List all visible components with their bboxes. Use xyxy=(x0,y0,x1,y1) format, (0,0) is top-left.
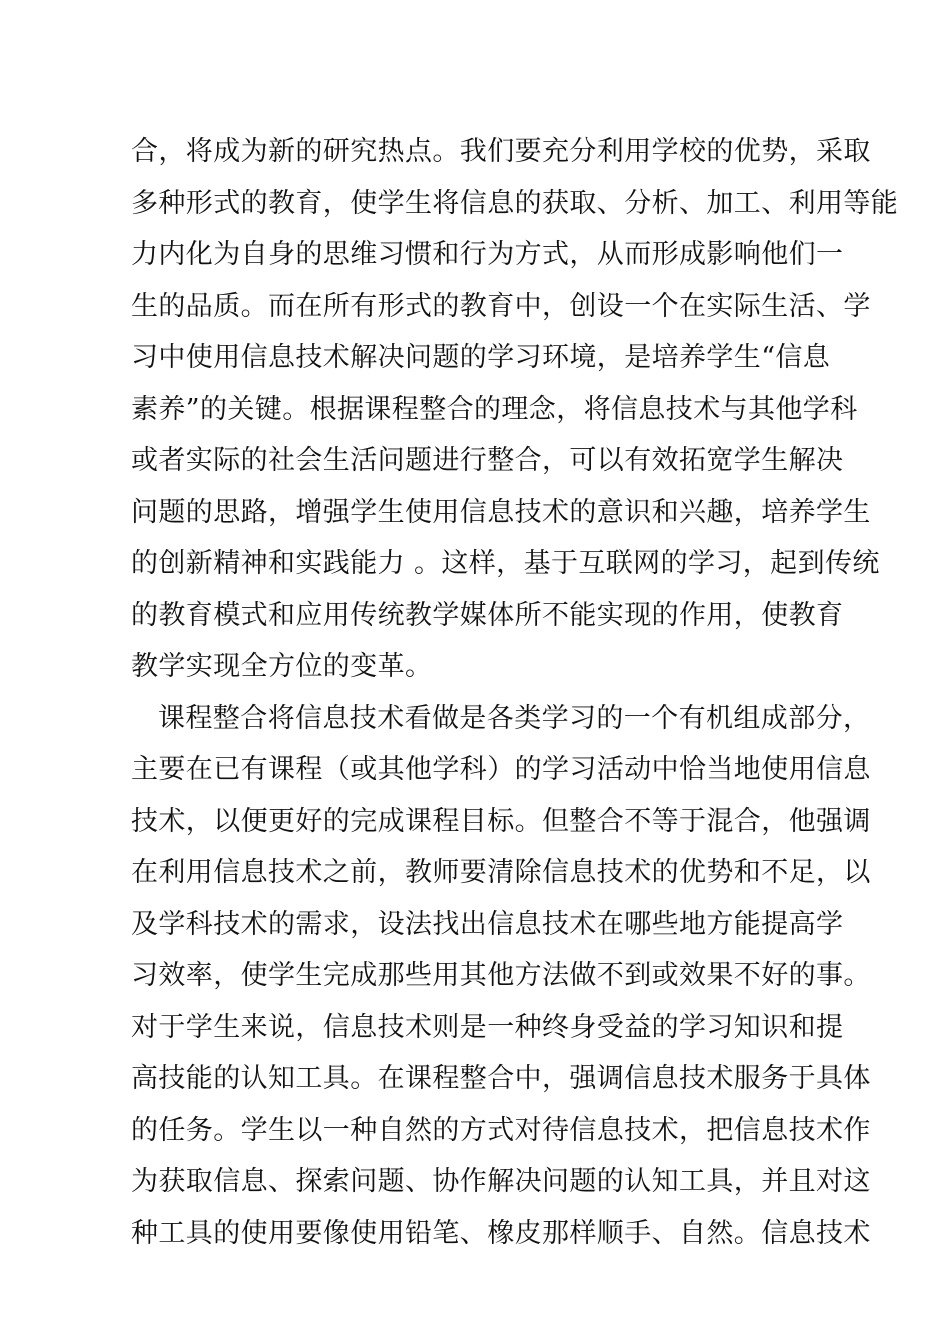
paragraph-1-line: 的教育模式和应用传统教学媒体所不能实现的作用，使教育 xyxy=(131,599,844,631)
paragraph-2-line: 为获取信息、探索问题、协作解决问题的认知工具，并且对这 xyxy=(131,1166,871,1197)
paragraph-2-line: 主要在已有课程（或其他学科）的学习活动中恰当地使用信息 xyxy=(131,754,871,785)
paragraph-2-line: 技术，以便更好的完成课程目标。但整合不等于混合，他强调 xyxy=(131,805,871,837)
paragraph-2-line: 高技能的认知工具。在课程整合中，强调信息技术服务于具体 xyxy=(131,1063,871,1094)
paragraph-2-line: 种工具的使用要像使用铅笔、橡皮那样顺手、自然。信息技术 xyxy=(131,1217,871,1249)
paragraph-2-line: 在利用信息技术之前，教师要清除信息技术的优势和不足，以 xyxy=(131,857,871,888)
paragraph-2-line: 及学科技术的需求，设法找出信息技术在哪些地方能提高学 xyxy=(131,908,844,940)
paragraph-2-line: 对于学生来说，信息技术则是一种终身受益的学习知识和提 xyxy=(131,1011,844,1043)
paragraph-1-line: 教学实现全方位的变革。 xyxy=(131,651,433,682)
paragraph-1-line: 力内化为自身的思维习惯和行为方式，从而形成影响他们一 xyxy=(131,239,844,270)
paragraph-1-line: 问题的思路，增强学生使用信息技术的意识和兴趣，培养学生 xyxy=(131,496,871,528)
paragraph-1-line: 合，将成为新的研究热点。我们要充分利用学校的优势，采取 xyxy=(131,136,871,167)
paragraph-2-line: 的任务。学生以一种自然的方式对待信息技术，把信息技术作 xyxy=(131,1114,871,1146)
paragraph-1-line: 素养”的关键。根据课程整合的理念，将信息技术与其他学科 xyxy=(131,393,858,425)
paragraph-1-line: 的创新精神和实践能力 。这样，基于互联网的学习，起到传统 xyxy=(131,548,880,579)
document-body-text xyxy=(131,126,899,1259)
paragraph-2-line: 习效率，使学生完成那些用其他方法做不到或效果不好的事。 xyxy=(131,960,871,991)
paragraph-1-line: 多种形式的教育，使学生将信息的获取、分析、加工、利用等能 xyxy=(131,187,899,219)
paragraph-1-line: 习中使用信息技术解决问题的学习环境，是培养学生“信息 xyxy=(131,342,831,373)
paragraph-1-line: 生的品质。而在所有形式的教育中，创设一个在实际生活、学 xyxy=(131,290,871,322)
paragraph-1-line: 或者实际的社会生活问题进行整合，可以有效拓宽学生解决 xyxy=(131,445,844,476)
paragraph-2-line: 课程整合将信息技术看做是各类学习的一个有机组成部分， xyxy=(158,702,871,734)
